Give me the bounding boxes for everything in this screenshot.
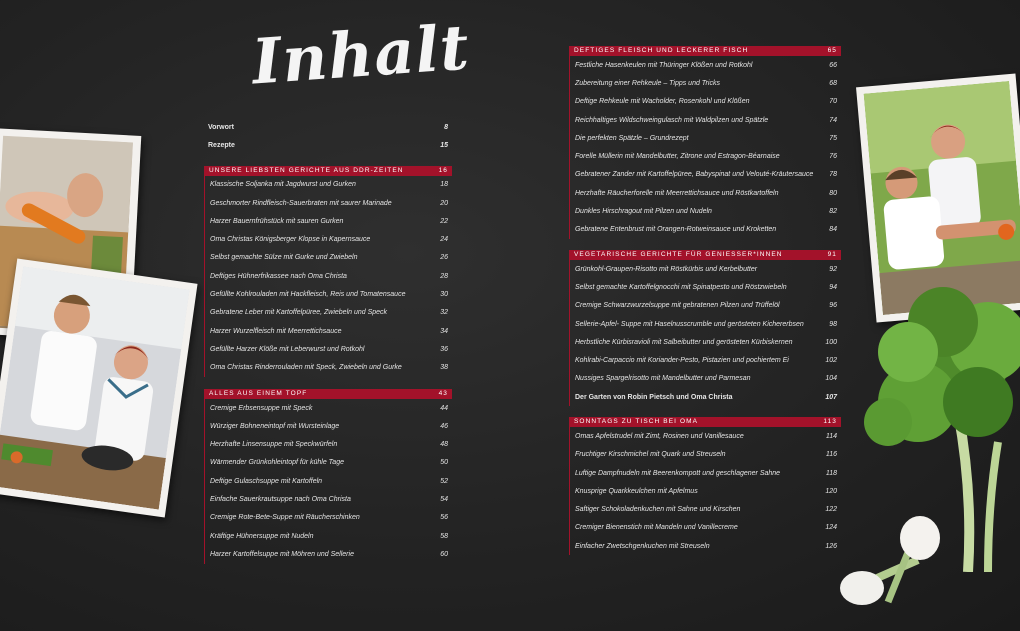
entry-page: 78	[829, 171, 837, 179]
entry-label: Nussiges Spargelrisotto mit Mandelbutter und Parmesan	[575, 375, 751, 383]
entry-label: Herzhafte Linsensuppe mit Speckwürfeln	[210, 441, 338, 449]
entry-label: Geschmorter Rindfleisch-Sauerbraten mit saurer Marinade	[210, 199, 392, 207]
entry-label: Die perfekten Spätzle – Grundrezept	[575, 134, 689, 142]
entry-page: 8	[444, 123, 448, 131]
entry-page: 118	[825, 469, 837, 477]
entry-page: 114	[825, 432, 837, 440]
entry-page: 104	[825, 375, 837, 383]
entry-label: Knusprige Quarkkeulchen mit Apfelmus	[575, 487, 698, 495]
entry-page: 116	[825, 451, 837, 459]
intro-list	[204, 118, 452, 155]
page-title: Inhalt	[249, 10, 472, 99]
toc-entry[interactable]	[570, 482, 841, 500]
entry-page: 96	[829, 302, 837, 310]
toc-entry[interactable]	[205, 194, 452, 212]
toc-entry[interactable]	[570, 93, 841, 111]
section-title: ALLES AUS EINEM TOPF	[209, 389, 308, 397]
toc-entry[interactable]	[570, 56, 841, 74]
section-title: SONNTAGS ZU TISCH BEI OMA	[574, 418, 699, 426]
entry-label: Festliche Hasenkeulen mit Thüringer Klößen und Rotkohl	[575, 61, 753, 69]
entry-label: Kräftige Hühnersuppe mit Nudeln	[210, 532, 314, 540]
toc-entry[interactable]	[570, 129, 841, 147]
entry-label: Deftige Gulaschsuppe mit Kartoffeln	[210, 477, 323, 485]
toc-entry[interactable]	[570, 166, 841, 184]
entry-label: Vorwort	[208, 123, 234, 131]
entry-page: 92	[829, 265, 837, 273]
toc-entry[interactable]	[205, 417, 452, 435]
toc-entry[interactable]	[570, 519, 841, 537]
toc-entry[interactable]	[570, 501, 841, 519]
entry-label: Herbstliche Kürbisravioli mit Salbeibutter und gerösteten Kürbiskernen	[575, 338, 793, 346]
entry-page: 120	[825, 487, 837, 495]
entry-page: 74	[829, 116, 837, 124]
garlic-illustration	[838, 510, 958, 615]
entry-label: Cremiger Bienenstich mit Mandeln und Vanillecreme	[575, 524, 738, 532]
entry-page: 80	[829, 189, 837, 197]
entry-page: 107	[825, 393, 837, 401]
entry-page: 34	[440, 327, 448, 335]
entry-page: 28	[440, 272, 448, 280]
entry-label: Oma Christas Rinderrouladen mit Speck, Zwiebeln und Gurke	[210, 364, 402, 372]
toc-entry[interactable]	[205, 212, 452, 230]
toc-left-column	[204, 118, 452, 564]
toc-entry[interactable]	[570, 446, 841, 464]
toc-entry[interactable]	[570, 388, 841, 406]
entry-page: 122	[825, 506, 837, 514]
toc-entry[interactable]	[205, 472, 452, 490]
entry-page: 82	[829, 208, 837, 216]
entry-page: 98	[829, 320, 837, 328]
toc-entry[interactable]	[205, 322, 452, 340]
section-page: 91	[827, 250, 837, 258]
entry-label: Harzer Wurzelfleisch mit Meerrettichsauce	[210, 327, 342, 335]
section-title: DEFTIGES FLEISCH UND LECKERER FISCH	[574, 47, 749, 54]
entry-label: Selbst gemachte Kartoffelgnocchi mit Spinatpesto und Röstzwiebeln	[575, 283, 787, 291]
entry-page: 102	[825, 357, 837, 365]
entry-page: 22	[440, 217, 448, 225]
entry-page: 18	[440, 181, 448, 189]
toc-entry[interactable]	[205, 340, 452, 358]
entry-page: 54	[440, 495, 448, 503]
toc-entry[interactable]	[570, 297, 841, 315]
entry-label: Oma Christas Königsberger Klopse in Kapernsauce	[210, 236, 371, 244]
toc-entry[interactable]	[205, 359, 452, 377]
entry-page: 66	[829, 61, 837, 69]
toc-section	[569, 46, 841, 239]
toc-entry[interactable]	[205, 285, 452, 303]
entry-page: 58	[440, 532, 448, 540]
entry-label: Harzer Bauernfrühstück mit sauren Gurken	[210, 217, 344, 225]
section-entries	[204, 176, 452, 377]
toc-entry[interactable]	[205, 304, 452, 322]
toc-entry[interactable]	[205, 545, 452, 563]
entry-page: 124	[825, 524, 837, 532]
right-sections	[569, 46, 841, 555]
left-sections	[204, 166, 452, 564]
entry-label: Der Garten von Robin Pietsch und Oma Christa	[575, 393, 733, 401]
entry-label: Gefüllte Harzer Klöße mit Leberwurst und Rotkohl	[210, 345, 365, 353]
entry-label: Forelle Müllerin mit Mandelbutter, Zitrone und Estragon-Béarnaise	[575, 153, 780, 161]
entry-label: Luftige Dampfnudeln mit Beerenkompott und geschlagener Sahne	[575, 469, 781, 477]
entry-page: 56	[440, 514, 448, 522]
toc-entry[interactable]	[204, 136, 452, 154]
toc-entry[interactable]	[570, 202, 841, 220]
entry-label: Gebratener Zander mit Kartoffelpüree, Babyspinat und Velouté-Kräutersauce	[575, 171, 814, 179]
entry-label: Cremige Rote-Bete-Suppe mit Räucherschinken	[210, 514, 360, 522]
entry-label: Reichhaltiges Wildschweingulasch mit Waldpilzen und Spätzle	[575, 116, 769, 124]
toc-entry[interactable]	[570, 260, 841, 278]
entry-page: 68	[829, 79, 837, 87]
entry-label: Cremige Schwarzwurzelsuppe mit gebratenen Pilzen und Trüffelöl	[575, 302, 780, 310]
entry-page: 48	[440, 441, 448, 449]
entry-label: Grünkohl-Graupen-Risotto mit Röstkürbis und Kerbelbutter	[575, 265, 758, 273]
entry-label: Deftiges Hühnerfrikassee nach Oma Christa	[210, 272, 347, 280]
entry-label: Gefüllte Kohlrouladen mit Hackfleisch, Reis und Tomatensauce	[210, 291, 406, 299]
entry-page: 46	[440, 422, 448, 430]
toc-entry[interactable]	[205, 267, 452, 285]
entry-label: Einfacher Zwetschgenkuchen mit Streuseln	[575, 542, 710, 550]
toc-entry[interactable]	[570, 74, 841, 92]
toc-entry[interactable]	[570, 427, 841, 445]
entry-label: Rezepte	[208, 141, 235, 149]
entry-label: Zubereitung einer Rehkeule – Tipps und Tricks	[575, 79, 720, 87]
section-page: 65	[827, 47, 837, 54]
section-entries	[204, 399, 452, 564]
toc-entry[interactable]	[205, 490, 452, 508]
section-page: 113	[823, 418, 837, 426]
entry-page: 60	[440, 550, 448, 558]
section-title: UNSERE LIEBSTEN GERICHTE AUS DDR-ZEITEN	[209, 166, 404, 174]
entry-page: 100	[825, 338, 837, 346]
entry-page: 94	[829, 283, 837, 291]
entry-page: 38	[440, 364, 448, 372]
toc-section	[204, 389, 452, 564]
toc-section	[569, 417, 841, 555]
toc-entry[interactable]	[204, 118, 452, 136]
entry-label: Dunkles Hirschragout mit Pilzen und Nudeln	[575, 208, 712, 216]
entry-page: 70	[829, 98, 837, 106]
entry-label: Fruchtiger Kirschmichel mit Quark und Streuseln	[575, 451, 726, 459]
entry-page: 75	[829, 134, 837, 142]
entry-page: 20	[440, 199, 448, 207]
toc-entry[interactable]	[570, 351, 841, 369]
entry-label: Sellerie-Apfel- Suppe mit Haselnusscrumble und gerösteten Kichererbsen	[575, 320, 804, 328]
entry-label: Harzer Kartoffelsuppe mit Möhren und Sellerie	[210, 550, 354, 558]
entry-page: 26	[440, 254, 448, 262]
entry-page: 30	[440, 291, 448, 299]
entry-label: Herzhafte Räucherforelle mit Meerrettichsauce und Röstkartoffeln	[575, 189, 779, 197]
section-header[interactable]	[569, 417, 841, 427]
section-entries	[569, 260, 841, 406]
photo-cooking-together	[0, 258, 198, 517]
entry-label: Selbst gemachte Sülze mit Gurke und Zwiebeln	[210, 254, 358, 262]
entry-label: Würziger Bohneneintopf mit Wursteinlage	[210, 422, 340, 430]
toc-entry[interactable]	[570, 278, 841, 296]
toc-entry[interactable]	[205, 176, 452, 194]
toc-entry[interactable]	[205, 509, 452, 527]
toc-entry[interactable]	[205, 454, 452, 472]
entry-label: Kohlrabi-Carpaccio mit Koriander-Pesto, Pistazien und pochiertem Ei	[575, 357, 789, 365]
toc-entry[interactable]	[570, 537, 841, 555]
section-entries	[569, 427, 841, 555]
toc-entry[interactable]	[570, 464, 841, 482]
toc-section	[204, 166, 452, 377]
section-page: 16	[438, 166, 448, 174]
section-header[interactable]	[569, 250, 841, 260]
entry-page: 50	[440, 459, 448, 467]
entry-label: Gebratene Leber mit Kartoffelpüree, Zwiebeln und Speck	[210, 309, 388, 317]
toc-entry[interactable]	[570, 315, 841, 333]
entry-page: 52	[440, 477, 448, 485]
entry-label: Gebratene Entenbrust mit Orangen-Rotweinsauce und Kroketten	[575, 226, 777, 234]
entry-label: Wärmender Grünkohleintopf für kühle Tage	[210, 459, 344, 467]
toc-entry[interactable]	[570, 147, 841, 165]
toc-entry[interactable]	[570, 333, 841, 351]
section-header[interactable]	[204, 166, 452, 176]
toc-entry[interactable]	[205, 435, 452, 453]
entry-page: 36	[440, 345, 448, 353]
entry-label: Klassische Soljanka mit Jagdwurst und Gurken	[210, 181, 356, 189]
toc-right-column	[569, 46, 841, 555]
entry-label: Einfache Sauerkrautsuppe nach Oma Christa	[210, 495, 351, 503]
section-header[interactable]	[569, 46, 841, 56]
toc-entry[interactable]	[570, 221, 841, 239]
toc-section	[569, 250, 841, 406]
toc-entry[interactable]	[570, 184, 841, 202]
entry-page: 84	[829, 226, 837, 234]
toc-entry[interactable]	[570, 370, 841, 388]
entry-page: 76	[829, 153, 837, 161]
section-header[interactable]	[204, 389, 452, 399]
entry-label: Cremige Erbsensuppe mit Speck	[210, 404, 313, 412]
entry-page: 44	[440, 404, 448, 412]
entry-page: 126	[825, 542, 837, 550]
toc-entry[interactable]	[205, 399, 452, 417]
entry-label: Omas Apfelstrudel mit Zimt, Rosinen und Vanillesauce	[575, 432, 744, 440]
entry-page: 15	[440, 141, 448, 149]
section-page: 43	[438, 389, 448, 397]
toc-entry[interactable]	[205, 230, 452, 248]
entry-label: Saftiger Schokoladenkuchen mit Sahne und Kirschen	[575, 506, 741, 514]
toc-entry[interactable]	[205, 527, 452, 545]
toc-entry[interactable]	[205, 249, 452, 267]
section-title: VEGETARISCHE GERICHTE FÜR GENIESSER*INNEN	[574, 250, 783, 258]
entry-label: Deftige Rehkeule mit Wacholder, Rosenkohl und Klößen	[575, 98, 750, 106]
entry-page: 24	[440, 236, 448, 244]
entry-page: 32	[440, 309, 448, 317]
toc-entry[interactable]	[570, 111, 841, 129]
section-entries	[569, 56, 841, 239]
